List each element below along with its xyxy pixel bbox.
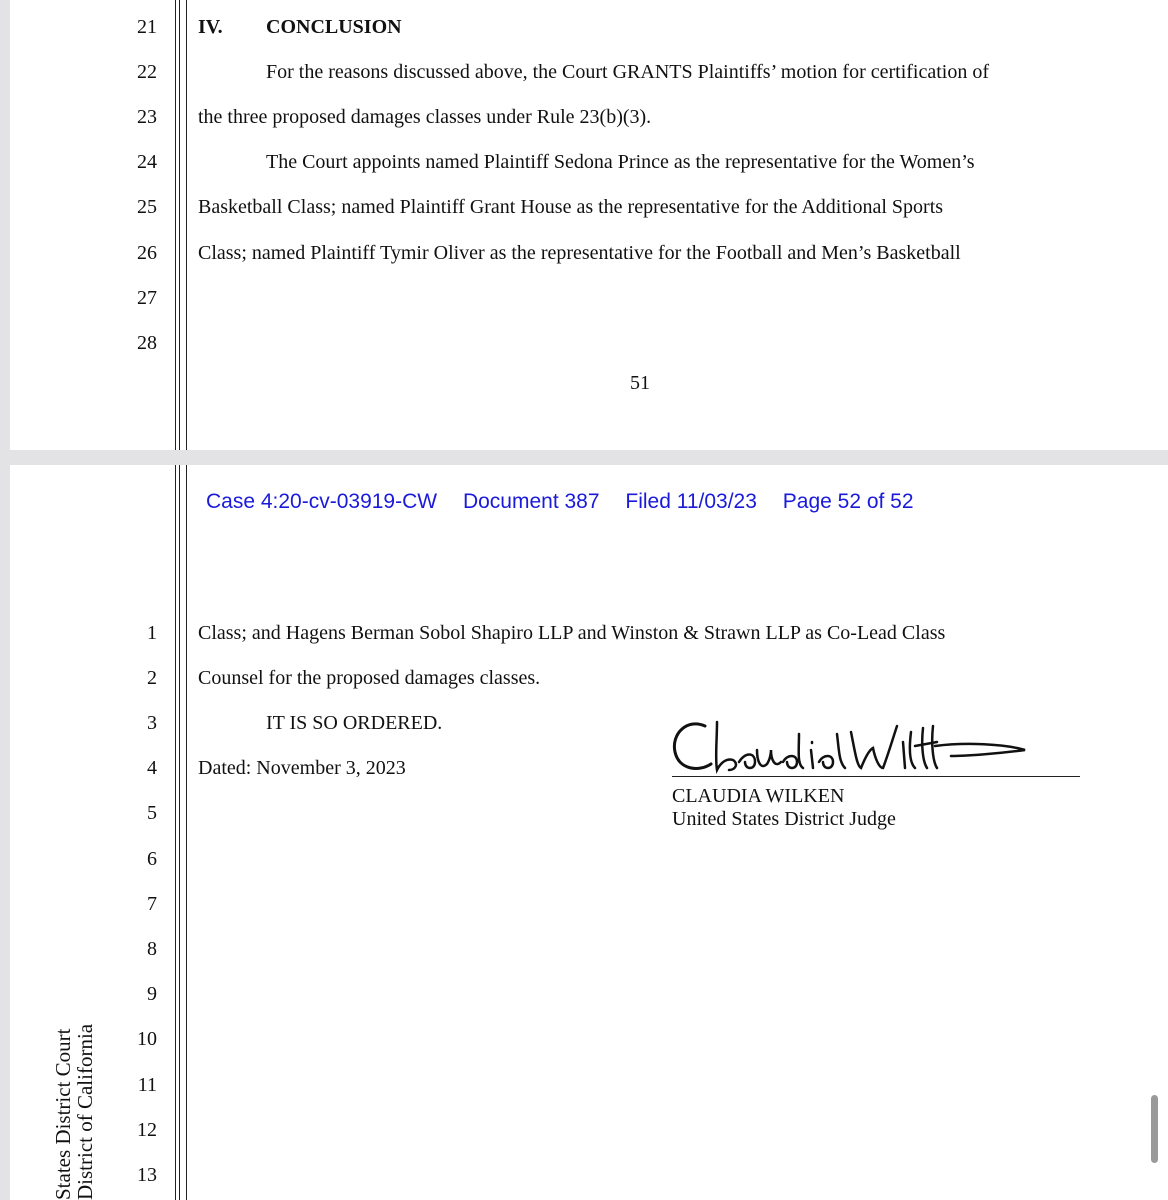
line-number: 8 [147,938,157,960]
body-line: Class; and Hagens Berman Sobol Shapiro LLP and Winston & Strawn LLP as Co-Lead Class [198,622,946,644]
line-number: 25 [137,196,157,218]
order-statement: IT IS SO ORDERED. [266,712,443,734]
margin-rule [175,0,176,450]
line-number: 28 [137,332,157,354]
court-side-label-line2: District of California [73,1023,97,1200]
document-number: Document 387 [462,490,600,513]
body-line: Basketball Class; named Plaintiff Grant House as the representative for the Additional Sports [198,196,944,218]
line-number: 1 [147,622,157,644]
document-page-52 [10,465,1168,1200]
line-number: 10 [137,1028,157,1050]
line-number: 23 [137,106,157,128]
court-side-label [52,1024,96,1200]
case-header [206,490,934,514]
page-number: 51 [630,372,650,394]
signature-image [665,712,1065,782]
page-count: Page 52 of 52 [782,490,914,513]
margin-rule [179,465,180,1200]
judge-title: United States District Judge [672,808,896,830]
line-number: 12 [137,1119,157,1141]
body-line: the three proposed damages classes under Rule 23(b)(3). [198,106,652,128]
margin-rule [175,465,176,1200]
line-number: 6 [147,848,157,870]
margin-rule [179,0,180,450]
line-number: 9 [147,983,157,1005]
line-number: 26 [137,242,157,264]
court-side-label-line1: States District Court [51,1028,75,1200]
body-line: Class; named Plaintiff Tymir Oliver as the representative for the Football and Men’s Basketball [198,242,961,264]
line-number: 24 [137,151,157,173]
line-number: 3 [147,712,157,734]
date-line: Dated: November 3, 2023 [198,757,406,779]
line-number: 5 [147,802,157,824]
line-number: 13 [137,1164,157,1186]
line-number: 22 [137,61,157,83]
body-line: The Court appoints named Plaintiff Sedona Prince as the representative for the Women’s [266,151,975,173]
line-number: 27 [137,287,157,309]
line-number: 11 [137,1074,157,1096]
judge-name: CLAUDIA WILKEN [672,785,845,807]
margin-rule [186,465,187,1200]
body-line: For the reasons discussed above, the Court GRANTS Plaintiffs’ motion for certification of [266,61,990,83]
document-page-51 [10,0,1168,450]
filed-date: Filed 11/03/23 [625,490,757,513]
case-number: Case 4:20-cv-03919-CW [206,490,438,513]
margin-rule [186,0,187,450]
body-line: Counsel for the proposed damages classes. [198,667,541,689]
line-number: 7 [147,893,157,915]
line-number: 21 [137,16,157,38]
section-numeral: IV. [198,16,223,38]
scrollbar-thumb[interactable] [1151,1095,1158,1163]
line-number: 2 [147,667,157,689]
section-heading: CONCLUSION [266,16,402,38]
line-number: 4 [147,757,157,779]
